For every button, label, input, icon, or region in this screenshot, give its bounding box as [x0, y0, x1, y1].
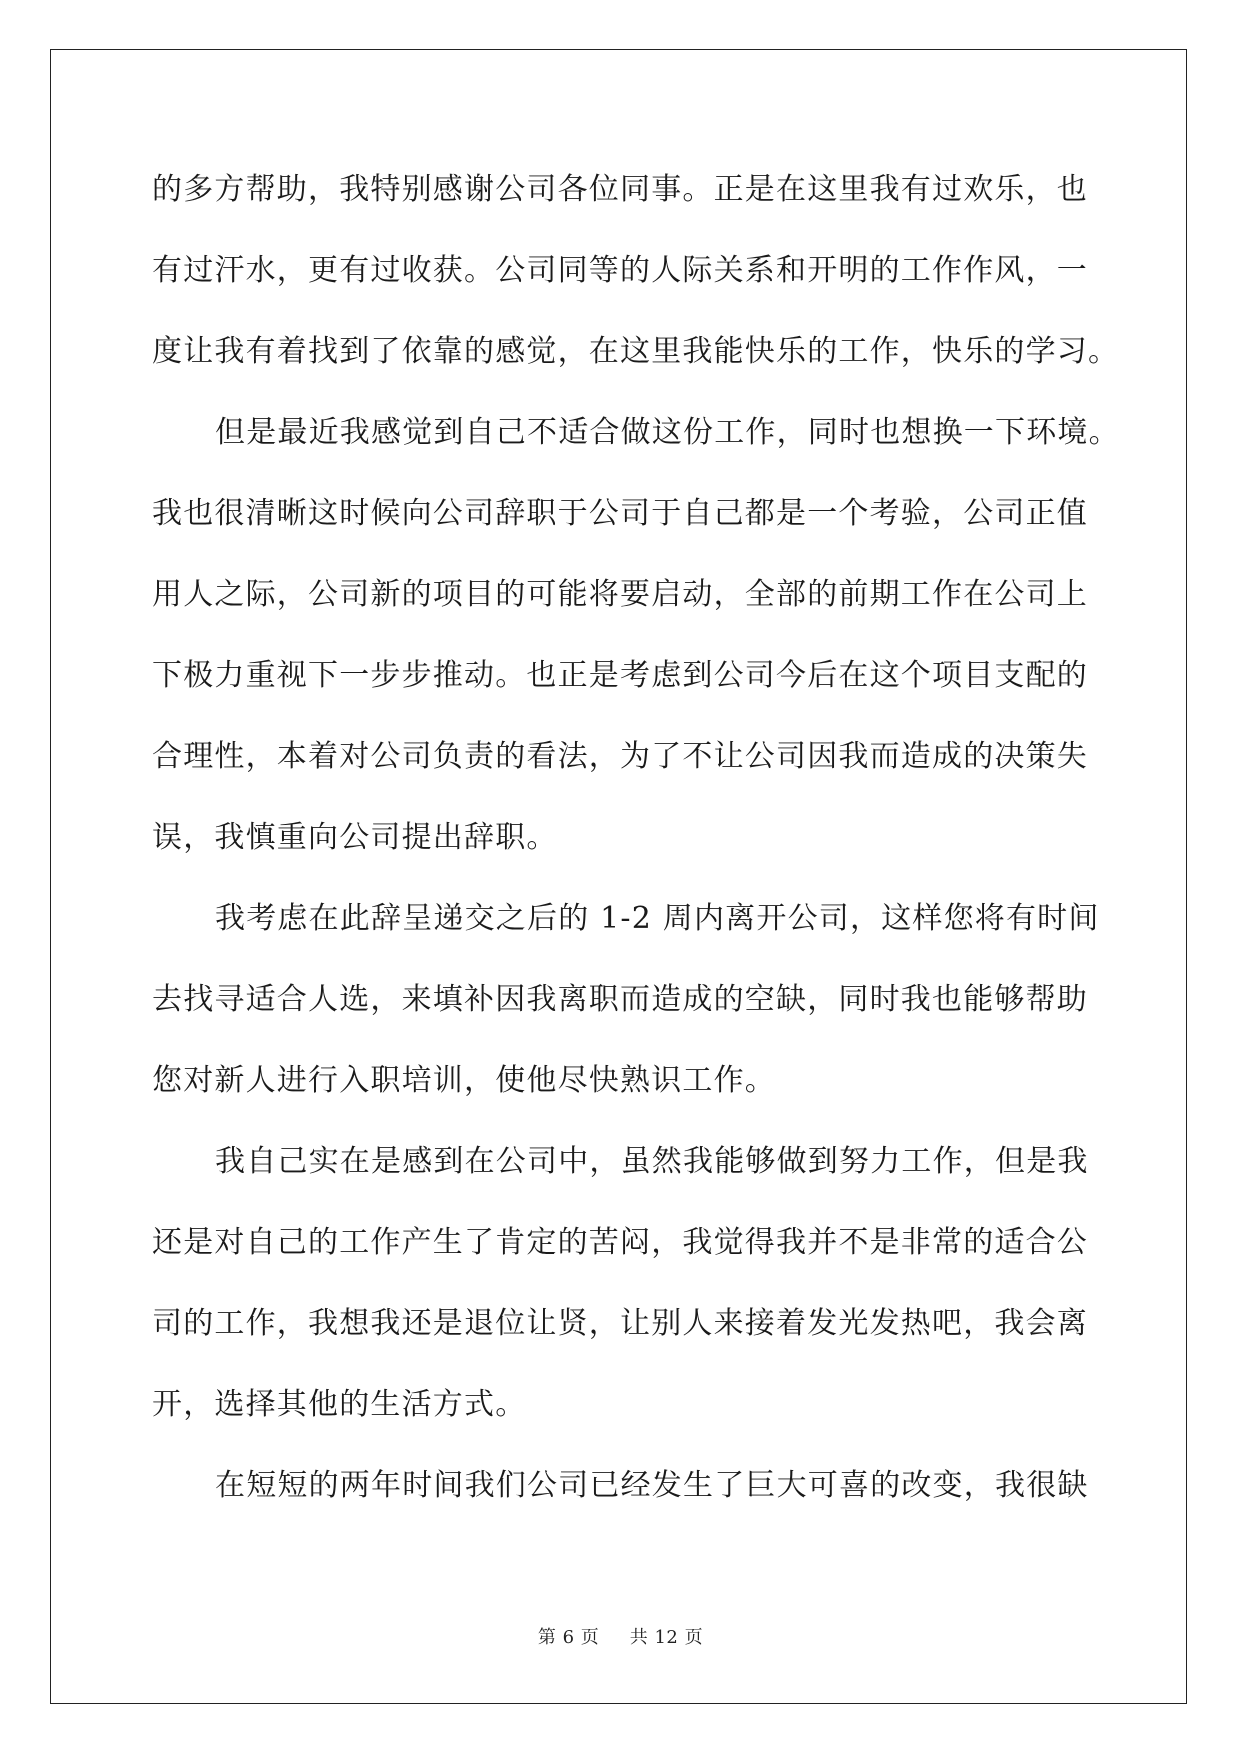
- line-text: 您对新人进行入职培训，使他尽快熟识工作。: [152, 1063, 776, 1098]
- text-line: [152, 244, 1092, 325]
- line-text: 下极力重视下一步步推动。也正是考虑到公司今后在这个项目支配的: [152, 658, 1088, 693]
- paragraph-start-line: [152, 1459, 1092, 1540]
- line-text: 度让我有着找到了依靠的感觉，在这里我能快乐的工作，快乐的学习。: [152, 334, 1120, 369]
- text-line: [152, 649, 1092, 730]
- page-footer: [0, 1623, 1241, 1649]
- line-text: 我自己实在是感到在公司中，虽然我能够做到努力工作，但是我: [215, 1144, 1089, 1179]
- line-text: 的多方帮助，我特别感谢公司各位同事。正是在这里我有过欢乐，也: [152, 172, 1088, 207]
- text-line: [152, 730, 1092, 811]
- page-number: 第 6 页: [537, 1627, 600, 1648]
- line-text: 误，我慎重向公司提出辞职。: [152, 820, 558, 855]
- document-body: [152, 163, 1120, 1540]
- line-text: 开，选择其他的生活方式。: [152, 1387, 527, 1422]
- line-text: 我考虑在此辞呈递交之后的 1-2 周内离开公司，这样您将有时间: [215, 901, 1100, 936]
- text-line: [152, 1216, 1092, 1297]
- line-text: 还是对自己的工作产生了肯定的苦闷，我觉得我并不是非常的适合公: [152, 1225, 1088, 1260]
- line-text: 我也很清晰这时候向公司辞职于公司于自己都是一个考验，公司正值: [152, 496, 1088, 531]
- line-text: 有过汗水，更有过收获。公司同等的人际关系和开明的工作作风，一: [152, 253, 1088, 288]
- line-text: 合理性，本着对公司负责的看法，为了不让公司因我而造成的决策失: [152, 739, 1088, 774]
- line-text: 去找寻适合人选，来填补因我离职而造成的空缺，同时我也能够帮助: [152, 982, 1088, 1017]
- line-text: 在短短的两年时间我们公司已经发生了巨大可喜的改变，我很缺: [215, 1468, 1089, 1503]
- paragraph-start-line: [152, 1135, 1092, 1216]
- page-total: 共 12 页: [629, 1627, 704, 1648]
- text-line: [152, 811, 1092, 892]
- text-line: [152, 163, 1092, 244]
- text-line: [152, 487, 1092, 568]
- text-line: [152, 1378, 1092, 1459]
- paragraph-start-line: [152, 406, 1120, 487]
- text-line: [152, 568, 1092, 649]
- text-line: [152, 973, 1092, 1054]
- line-text: 用人之际，公司新的项目的可能将要启动，全部的前期工作在公司上: [152, 577, 1088, 612]
- line-text: 但是最近我感觉到自己不适合做这份工作，同时也想换一下环境。: [215, 415, 1120, 450]
- text-line: [152, 1054, 1092, 1135]
- text-line: [152, 325, 1120, 406]
- line-text: 司的工作，我想我还是退位让贤，让别人来接着发光发热吧，我会离: [152, 1306, 1088, 1341]
- paragraph-start-line: [152, 892, 1100, 973]
- text-line: [152, 1297, 1092, 1378]
